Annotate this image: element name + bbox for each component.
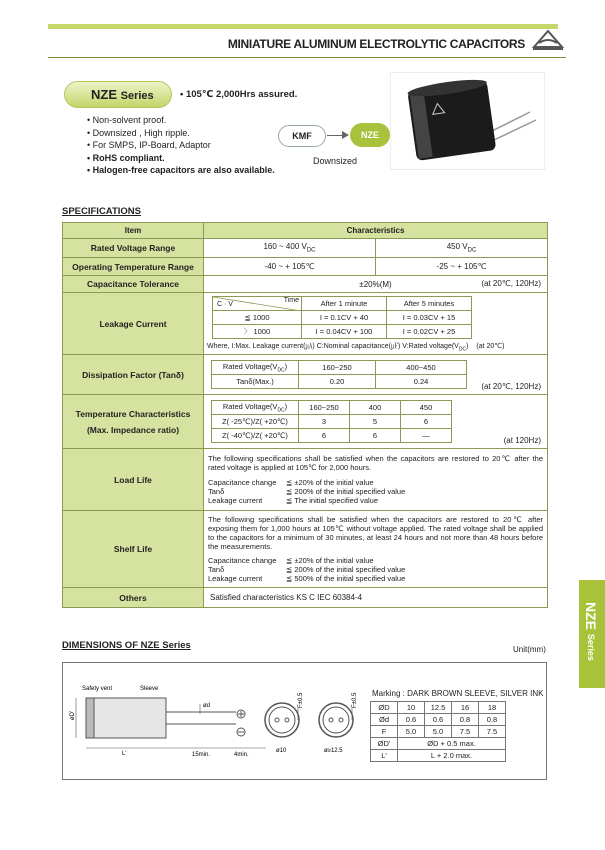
temperature-col: 450 [401,401,452,415]
dim-row-label: Ød [371,714,398,726]
dim-val: 0.8 [479,714,506,726]
leakage-note: Where, I:Max. Leakage current(㎂) C:Nominal capacitance(㎌) V:Rated $voltage(V_{DC})$ (at 20℃) [207,343,505,353]
load-life-item: Leakage current ≦ The initial specified value [208,496,379,506]
table-row [212,415,452,429]
table-row [63,258,548,276]
header-accent-bar [48,24,558,29]
dim-val: 0.6 [425,714,452,726]
dim-val: 5.0 [398,726,425,738]
dim-row-label: ØD' [371,738,398,750]
table-row [371,726,506,738]
specifications-title: SPECIFICATIONS [62,206,141,217]
dim-val: 18 [479,702,506,714]
feature-item: • Halogen-free capacitors are also available. [87,164,275,177]
dim-row-label: F [371,726,398,738]
side-tab-label: NZE Series [583,602,599,661]
dimensions-table [370,701,506,762]
min15-label: 15min. [192,752,211,758]
dimensions-title: DIMENSIONS OF NZE Series [62,640,191,651]
leakage-cell [204,293,548,355]
capacitor-photo [390,72,545,170]
dissipation-cond: (at 20℃, 120Hz) [481,382,541,392]
temperature-cond: (at 120Hz) [503,436,541,446]
load-life-item: Capacitance change ≦ ±20% of the initial value [208,478,374,488]
table-row [371,702,506,714]
dim-val: ØD + 0.5 max. [398,738,506,750]
cap-tolerance-cond: (at 20℃, 120Hz) [481,279,541,288]
dissipation-tan1: 0.20 [299,375,376,389]
temperature-row-label: Z( -25℃)/Z( +20℃) [212,415,299,429]
table-row [213,325,472,339]
f05-label-b: F±0.5 [352,692,358,708]
leakage-cv: ≦ 1000 [213,311,302,325]
unit-label: Unit(mm) [513,645,546,654]
load-life-text: The following specifications shall be satisfied when the capacitors are restored to 20℃ after the rated voltage is applied at 105℃ for 2,000 hours. [208,454,543,473]
dissipation-cell [204,355,548,395]
table-row [212,401,452,415]
table-row [63,355,548,395]
temperature-label-1: Temperature Characteristics [75,408,191,419]
dim-val: L + 2.0 max. [398,750,506,762]
load-life-cell [204,449,548,511]
cap-tolerance-cell [204,276,548,293]
dissipation-subtable [211,360,467,389]
leakage-subtable [212,296,472,339]
table-row [212,361,467,375]
rated-voltage-label: Rated Voltage Range [63,239,204,258]
dim-val: 12.5 [425,702,452,714]
dissipation-row2-label: Tanδ(Max.) [212,375,299,389]
dissipation-row1-label: Rated $Voltage(V_{DC})$ [212,361,299,375]
min4-label: 4min. [234,752,249,758]
feature-list [87,114,275,177]
l-prime-label: L' [122,751,127,757]
table-row [63,511,548,588]
operating-temp-a: -40 ~ + 105℃ [204,258,376,276]
dissipation-label: Dissipation Factor (Tanδ) [63,355,204,395]
downsize-to-pill: NZE [350,123,390,147]
samyoung-logo-icon [530,27,566,53]
dissipation-v1: 160~250 [299,361,376,375]
temperature-val: 6 [401,415,452,429]
time-label: Time [283,297,299,304]
table-row [212,375,467,389]
temperature-subtable [211,400,452,443]
feature-item: • For SMPS, IP-Board, Adaptor [87,139,275,152]
assured-note: • 105℃ 2,000Hrs assured. [180,89,298,100]
downsize-from-pill: KMF [278,125,326,147]
temperature-cell [204,395,548,449]
dissipation-v2: 400~450 [376,361,467,375]
table-row [371,738,506,750]
table-row [63,223,548,239]
shelf-life-cell [204,511,548,588]
leakage-t1: I = 0.1CV + 40 [302,311,387,325]
temperature-head-label: Rated $Voltage(V_{DC})$ [212,401,299,415]
others-label: Others [63,588,204,608]
leakage-t1: I = 0.04CV + 100 [302,325,387,339]
rated-voltage-a: 160 ~ 400 $V_{DC}$ [204,239,376,258]
table-row [63,276,548,293]
table-row [63,395,548,449]
f05-label-a: F±0.5 [298,692,304,708]
cv-label: C · V [217,301,233,308]
temperature-label-2: (Max. Impedance ratio) [86,424,180,435]
spec-table [62,222,548,608]
series-suffix: Series [120,90,154,102]
table-row [63,449,548,511]
shelf-life-item: Leakage current ≦ 500% of the initial specified value [208,574,406,584]
rated-voltage-b: 450 $V_{DC}$ [376,239,548,258]
feature-item: • Downsized , High ripple. [87,127,275,140]
series-badge [64,81,172,108]
leakage-col2: After 5 minutes [387,297,472,311]
dim-val: 7.5 [452,726,479,738]
table-row [63,293,548,355]
dim-val: 0.6 [398,714,425,726]
phi-D-prime-label: øD' [70,710,76,720]
sleeve-label: Sleeve [140,686,159,692]
col-header-item: Item [63,223,204,239]
phi10-label: ø10 [276,748,287,754]
table-row [213,311,472,325]
temperature-val: 5 [350,415,401,429]
dim-val: 16 [452,702,479,714]
shelf-life-item: Tanδ ≦ 200% of the initial specified value [208,565,406,575]
cap-tolerance-value: ±20%(M) [359,279,392,289]
phi-d-label: ød [203,703,211,709]
others-value: Satisfied characteristics KS C IEC 60384-4 [204,588,548,608]
assured-text: 105℃ 2,000Hrs assured. [185,89,298,100]
series-name: NZE [91,87,117,102]
leakage-col1: After 1 minute [302,297,387,311]
dim-row-label: L' [371,750,398,762]
temperature-val: — [401,429,452,443]
feature-item: • RoHS compliant. [87,152,275,165]
shelf-life-text: The following specifications shall be satisfied when the capacitors are restored to 20℃ after exposing them for 1,000 hours at 105℃ without voltage applied. The rated voltage shall be applied to the capacitors for a minimum of 30 minutes, at least 24 hours and not more than 48 hours before the measurements. [208,515,543,552]
operating-temp-b: -25 ~ + 105℃ [376,258,548,276]
dim-val: 5.0 [425,726,452,738]
leakage-t5: I = 0.02CV + 25 [387,325,472,339]
arrow-right-icon [342,131,349,139]
dim-val: 7.5 [479,726,506,738]
temperature-col: 160~250 [299,401,350,415]
col-header-characteristics: Characteristics [204,223,548,239]
header-divider [48,57,566,58]
cap-tolerance-label: Capacitance Tolerance [63,276,204,293]
leakage-label: Leakage Current [63,293,204,355]
temperature-val: 3 [299,415,350,429]
table-row [63,588,548,608]
temperature-row-label: Z( -40℃)/Z( +20℃) [212,429,299,443]
downsize-caption: Downsized [313,156,358,166]
dissipation-tan2: 0.24 [376,375,467,389]
page-title: MINIATURE ALUMINUM ELECTROLYTIC CAPACITORS [227,37,525,51]
temperature-col: 400 [350,401,401,415]
leakage-cv: 〉 1000 [213,325,302,339]
dim-val: 0.8 [452,714,479,726]
leakage-t5: I = 0.03CV + 15 [387,311,472,325]
shelf-life-label: Shelf Life [63,511,204,588]
load-life-item: Tanδ ≦ 200% of the initial specified value [208,487,406,497]
temperature-val: 6 [299,429,350,443]
dimension-drawing [66,682,366,762]
operating-temp-label: Operating Temperature Range [63,258,204,276]
load-life-label: Load Life [63,449,204,511]
shelf-life-item: Capacitance change ≦ ±20% of the initial value [208,556,374,566]
table-row [371,714,506,726]
feature-item: • Non-solvent proof. [87,114,275,127]
dim-val: 10 [398,702,425,714]
marking-note: Marking : DARK BROWN SLEEVE, SILVER INK [372,689,544,698]
phi125-label: ø≥12.5 [324,748,343,754]
dim-row-label: ØD [371,702,398,714]
leakage-corner [213,297,302,311]
table-row [371,750,506,762]
safety-vent-label: Safety vent [82,686,113,692]
table-row [212,429,452,443]
temperature-val: 6 [350,429,401,443]
temperature-label [63,395,204,449]
table-row [63,239,548,258]
leakage-cond: (at 20℃) [476,343,505,350]
